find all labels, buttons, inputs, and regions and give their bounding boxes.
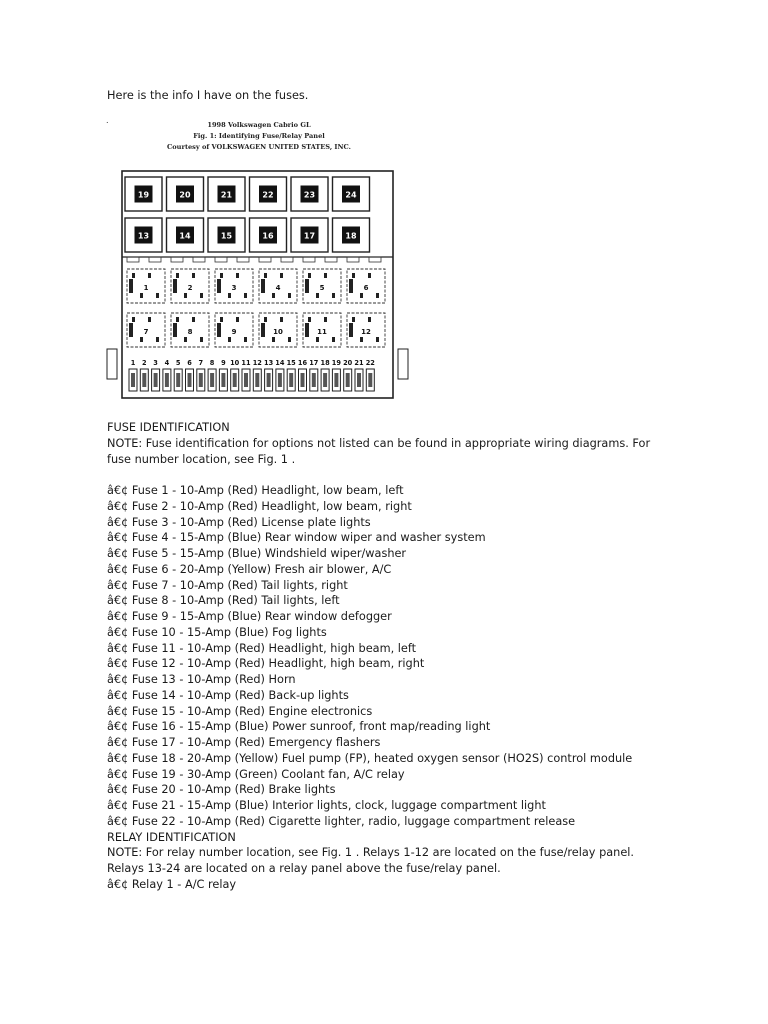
- fuse-item: â€¢ Fuse 7 - 10-Amp (Red) Tail lights, right: [107, 578, 348, 592]
- relay-pin: [360, 337, 363, 342]
- fuse-element: [221, 373, 225, 387]
- fuse-element: [233, 373, 237, 387]
- fuse-element: [244, 373, 248, 387]
- relay-pin: [140, 337, 143, 342]
- spacer: [107, 467, 707, 483]
- fuse-number: 13: [264, 359, 274, 367]
- relay-pin: [305, 279, 309, 293]
- relay-pin: [192, 317, 195, 322]
- relay-number: 13: [137, 231, 150, 241]
- fuse-number: 3: [153, 359, 158, 367]
- fuse-item: â€¢ Fuse 1 - 10-Amp (Red) Headlight, low beam, left: [107, 484, 404, 497]
- relay-number: 16: [262, 231, 274, 241]
- relay-pin: [280, 317, 283, 322]
- relay-pin: [192, 273, 195, 278]
- relay-pin: [148, 273, 151, 278]
- fuse-element: [346, 373, 350, 387]
- relay-pin: [272, 337, 275, 342]
- fuse-number: 6: [187, 359, 192, 367]
- fuse-number: 14: [275, 359, 285, 367]
- relay-number: 20: [179, 190, 191, 200]
- relay-note-line-1: NOTE: For relay number location, see Fig. 1 . Relays 1-12 are located on the fuse/relay panel.: [107, 846, 635, 860]
- relay-pin: [132, 317, 135, 322]
- fuse-item: â€¢ Fuse 11 - 10-Amp (Red) Headlight, high beam, left: [107, 641, 417, 655]
- figure-title-1: 1998 Volkswagen Cabrio GL: [207, 121, 311, 129]
- fuse-item: â€¢ Fuse 2 - 10-Amp (Red) Headlight, low beam, right: [107, 499, 412, 513]
- relay-pin: [316, 293, 319, 298]
- relay-pin: [332, 337, 335, 342]
- fuse-number: 10: [230, 359, 240, 367]
- relay-number: 1: [143, 284, 149, 292]
- relay-number: 24: [345, 190, 357, 200]
- relay-pin: [264, 317, 267, 322]
- fuse-element: [188, 373, 192, 387]
- fuse-relay-panel-figure: [105, 117, 413, 403]
- relay-number: 15: [220, 231, 233, 241]
- figure-title-3: Courtesy of VOLKSWAGEN UNITED STATES, INC.: [167, 143, 351, 151]
- fuse-element: [267, 373, 271, 387]
- relay-number: 17: [303, 231, 316, 241]
- relay-pin: [324, 317, 327, 322]
- relay-pin: [176, 273, 179, 278]
- relay-number: 14: [179, 231, 191, 241]
- fuse-item: â€¢ Fuse 19 - 30-Amp (Green) Coolant fan, A/C relay: [107, 767, 405, 781]
- relay-pin: [244, 337, 247, 342]
- relay-pin: [156, 293, 159, 298]
- relay-number: 5: [319, 284, 325, 292]
- relay-number: 10: [273, 328, 283, 336]
- relay-number: 11: [317, 328, 327, 336]
- fuse-item: â€¢ Fuse 14 - 10-Amp (Red) Back-up lights: [107, 688, 349, 702]
- fuse-number: 7: [198, 359, 204, 367]
- relay-pin: [228, 337, 231, 342]
- fuse-element: [131, 373, 135, 387]
- relay-number: 6: [363, 284, 369, 292]
- relay-number: 18: [345, 231, 357, 241]
- relay-pin: [236, 273, 239, 278]
- fuse-item: â€¢ Fuse 3 - 10-Amp (Red) License plate lights: [107, 515, 371, 529]
- relay-number: 21: [220, 190, 233, 200]
- fuse-item: â€¢ Fuse 17 - 10-Amp (Red) Emergency flashers: [107, 736, 381, 749]
- relay-pin: [129, 279, 133, 293]
- relay-pin: [148, 317, 151, 322]
- relay-pin: [217, 279, 221, 293]
- fuse-number: 9: [221, 359, 226, 367]
- fuse-element: [334, 373, 338, 387]
- relay-pin: [376, 293, 379, 298]
- fuse-element: [255, 373, 259, 387]
- relay-pin: [261, 279, 265, 293]
- relay-pin: [264, 273, 267, 278]
- relay-pin: [349, 279, 353, 293]
- relay-pin: [236, 317, 239, 322]
- fuse-note-line-1: NOTE: Fuse identification for options not listed can be found in appropriate wiring diagrams. For: [107, 436, 651, 450]
- fuse-element: [312, 373, 316, 387]
- relay-pin: [376, 337, 379, 342]
- relay-pin: [352, 317, 355, 322]
- fuse-item: â€¢ Fuse 21 - 15-Amp (Blue) Interior lights, clock, luggage compartment light: [107, 799, 546, 812]
- relay-pin: [261, 323, 265, 337]
- relay-pin: [173, 279, 177, 293]
- fuse-item: â€¢ Fuse 10 - 15-Amp (Blue) Fog lights: [107, 625, 327, 639]
- fuse-heading: FUSE IDENTIFICATION: [107, 421, 230, 434]
- fuse-number: 5: [175, 359, 181, 367]
- body-text: [107, 420, 707, 893]
- relay-number: 22: [262, 190, 274, 200]
- relay-pin: [156, 337, 159, 342]
- relay-number: 23: [303, 190, 316, 200]
- intro-text: Here is the info I have on the fuses.: [107, 89, 309, 102]
- relay-pin: [288, 337, 291, 342]
- relay-pin: [368, 273, 371, 278]
- relay-pin: [220, 273, 223, 278]
- relay-pin: [173, 323, 177, 337]
- fuse-element: [154, 373, 158, 387]
- fuse-item: â€¢ Fuse 9 - 15-Amp (Blue) Rear window defogger: [107, 610, 392, 623]
- relay-pin: [352, 273, 355, 278]
- fuse-note-line-2: fuse number location, see Fig. 1 .: [107, 452, 296, 466]
- fuse-number: 4: [164, 359, 170, 367]
- fuse-item: â€¢ Fuse 22 - 10-Amp (Red) Cigarette lighter, radio, luggage compartment release: [107, 814, 576, 828]
- fuse-element: [368, 373, 372, 387]
- relay-pin: [368, 317, 371, 322]
- relay-pin: [288, 293, 291, 298]
- fuse-item: â€¢ Fuse 15 - 10-Amp (Red) Engine electronics: [107, 704, 373, 718]
- fuse-item: â€¢ Fuse 6 - 20-Amp (Yellow) Fresh air blower, A/C: [107, 562, 392, 576]
- relay-pin: [272, 293, 275, 298]
- relay-pin: [129, 323, 133, 337]
- fuse-element: [176, 373, 180, 387]
- fuse-list: [107, 483, 707, 830]
- fuse-element: [199, 373, 203, 387]
- relay-heading: RELAY IDENTIFICATION: [107, 830, 236, 844]
- relay-number: 19: [137, 190, 150, 200]
- fuse-number: 15: [286, 359, 296, 367]
- fuse-number: 22: [365, 359, 375, 367]
- relay-pin: [244, 293, 247, 298]
- fuse-item: â€¢ Fuse 12 - 10-Amp (Red) Headlight, high beam, right: [107, 657, 425, 671]
- relay-number: 2: [187, 284, 193, 292]
- fuse-element: [323, 373, 327, 387]
- fuse-item: â€¢ Fuse 13 - 10-Amp (Red) Horn: [107, 673, 296, 686]
- relay-note-line-2: Relays 13-24 are located on a relay panel above the fuse/relay panel.: [107, 862, 501, 875]
- relay-pin: [184, 293, 187, 298]
- fuse-number: 20: [343, 359, 353, 367]
- fuse-item: â€¢ Fuse 20 - 10-Amp (Red) Brake lights: [107, 783, 336, 797]
- relay-pin: [308, 317, 311, 322]
- fuse-element: [289, 373, 293, 387]
- fuse-element: [278, 373, 282, 387]
- relay-number: 12: [361, 328, 371, 336]
- fuse-item: â€¢ Fuse 8 - 10-Amp (Red) Tail lights, left: [107, 594, 340, 608]
- relay-list: [107, 877, 707, 893]
- fuse-element: [210, 373, 214, 387]
- relay-item: â€¢ Relay 1 - A/C relay: [107, 877, 237, 891]
- fuse-number: 21: [354, 359, 364, 367]
- relay-pin: [200, 293, 203, 298]
- fuse-item: â€¢ Fuse 16 - 15-Amp (Blue) Power sunroof, front map/reading light: [107, 720, 491, 734]
- fuse-element: [357, 373, 361, 387]
- fuse-number: 8: [209, 359, 215, 367]
- relay-pin: [332, 293, 335, 298]
- relay-pin: [140, 293, 143, 298]
- relay-pin: [324, 273, 327, 278]
- fuse-item: â€¢ Fuse 18 - 20-Amp (Yellow) Fuel pump (FP), heated oxygen sensor (HO2S) control module: [107, 751, 633, 765]
- fuse-element: [142, 373, 146, 387]
- relay-pin: [228, 293, 231, 298]
- relay-pin: [349, 323, 353, 337]
- relay-pin: [316, 337, 319, 342]
- relay-pin: [176, 317, 179, 322]
- relay-pin: [220, 317, 223, 322]
- fuse-number: 17: [309, 359, 319, 367]
- relay-number: 7: [143, 328, 149, 336]
- fuse-number: 12: [252, 359, 262, 367]
- relay-pin: [360, 293, 363, 298]
- relay-pin: [217, 323, 221, 337]
- figure-marker: .: [106, 117, 109, 125]
- figure-title-2: Fig. 1: Identifying Fuse/Relay Panel: [193, 132, 325, 140]
- fuse-item: â€¢ Fuse 4 - 15-Amp (Blue) Rear window wiper and washer system: [107, 531, 486, 545]
- fuse-element: [301, 373, 305, 387]
- fuse-item: â€¢ Fuse 5 - 15-Amp (Blue) Windshield wiper/washer: [107, 547, 407, 560]
- relay-pin: [200, 337, 203, 342]
- relay-pin: [305, 323, 309, 337]
- relay-number: 9: [231, 328, 237, 336]
- relay-number: 4: [275, 284, 281, 292]
- relay-pin: [184, 337, 187, 342]
- fuse-number: 2: [142, 359, 147, 367]
- relay-number: 3: [231, 284, 237, 292]
- fuse-element: [165, 373, 169, 387]
- relay-number: 8: [187, 328, 193, 336]
- fuse-number: 19: [331, 359, 341, 367]
- fuse-number: 1: [130, 359, 136, 367]
- fuse-number: 18: [320, 359, 330, 367]
- fuse-number: 16: [297, 359, 308, 367]
- relay-pin: [308, 273, 311, 278]
- fuse-number: 11: [241, 359, 251, 367]
- relay-pin: [132, 273, 135, 278]
- relay-pin: [280, 273, 283, 278]
